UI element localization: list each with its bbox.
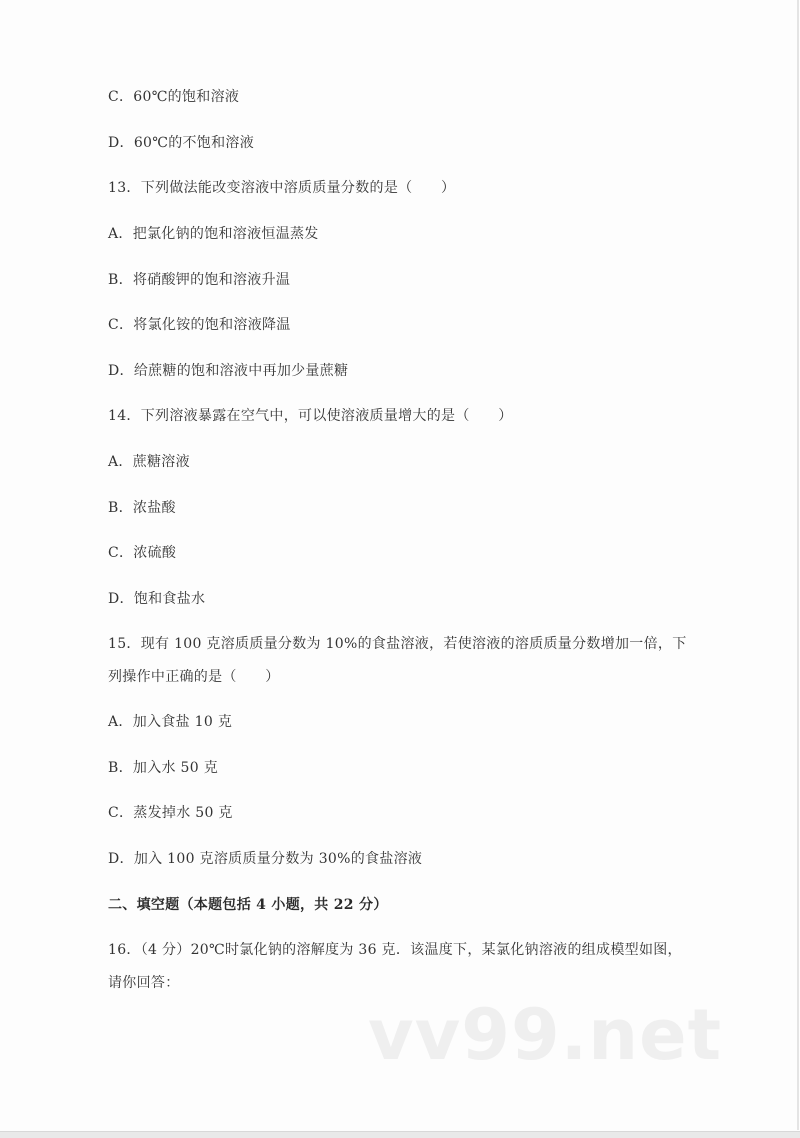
q14-option-d: D．饱和食盐水	[108, 591, 206, 607]
q13-option-a: A．把氯化钠的饱和溶液恒温蒸发	[108, 226, 319, 242]
q15-option-b: B．加入水 50 克	[108, 760, 219, 776]
watermark: vv99.net	[368, 994, 723, 1076]
q16-stem-line1: 16．（4 分）20℃时氯化钠的溶解度为 36 克．该温度下，某氯化钠溶液的组成模型如图，	[108, 942, 682, 958]
q15-option-d: D．加入 100 克溶质质量分数为 30%的食盐溶液	[108, 851, 423, 867]
q12-option-d: D．60℃的不饱和溶液	[108, 135, 254, 151]
section-heading-fill-in-blank: 二、填空题（本题包括 4 小题，共 22 分）	[108, 897, 388, 913]
q15-option-c: C．蒸发掉水 50 克	[108, 805, 233, 821]
q13-option-d: D．给蔗糖的饱和溶液中再加少量蔗糖	[108, 363, 349, 379]
q14-option-c: C．浓硫酸	[108, 545, 177, 561]
q13-stem: 13．下列做法能改变溶液中溶质质量分数的是（ ）	[108, 180, 456, 196]
q13-option-b: B．将硝酸钾的饱和溶液升温	[108, 272, 291, 288]
q14-option-a: A．蔗糖溶液	[108, 454, 190, 470]
q15-stem-line1: 15．现有 100 克溶质质量分数为 10%的食盐溶液，若使溶液的溶质质量分数增加一倍，下	[108, 636, 687, 652]
q13-option-c: C．将氯化铵的饱和溶液降温	[108, 317, 291, 333]
q12-option-c: C．60℃的饱和溶液	[108, 89, 240, 105]
q14-stem: 14．下列溶液暴露在空气中，可以使溶液质量增大的是（ ）	[108, 408, 513, 424]
q15-option-a: A．加入食盐 10 克	[108, 714, 233, 730]
q14-option-b: B．浓盐酸	[108, 500, 176, 516]
q16-stem-line2: 请你回答：	[108, 975, 180, 991]
q15-stem-line2: 列操作中正确的是（ ）	[108, 669, 280, 685]
